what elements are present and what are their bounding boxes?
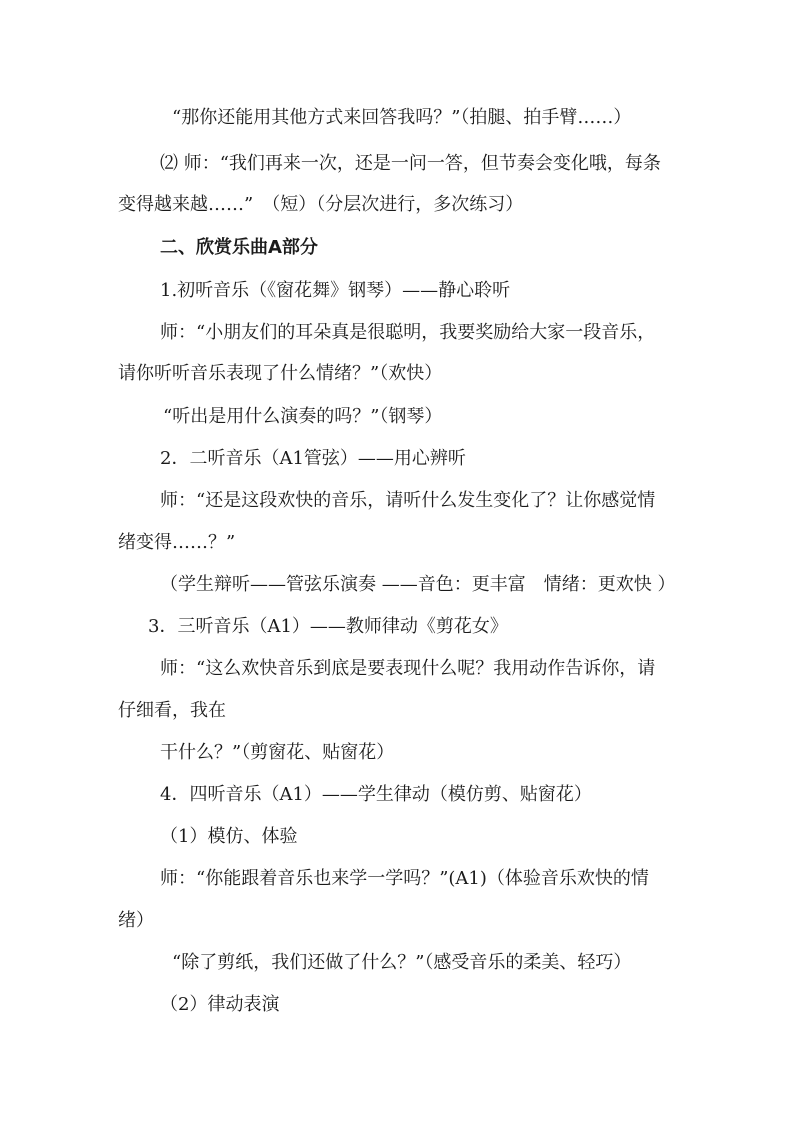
text-line-14: 师：“这么欢快音乐到底是要表现什么呢？我用动作告诉你，请 (160, 658, 656, 679)
text-line-19: 师：“你能跟着音乐也来学一学吗？”(A1)（体验音乐欢快的情 (160, 868, 649, 889)
text-line-5: 1.初听音乐（《窗花舞》钢琴）——静心聆听 (160, 280, 511, 301)
text-line-8: “听出是用什么演奏的吗？”（钢琴） (163, 406, 443, 427)
text-line-1: “那你还能用其他方式来回答我吗？”（拍腿、拍手臂……） (172, 107, 632, 128)
text-line-7: 请你听听音乐表现了什么情绪？”（欢快） (118, 363, 443, 384)
text-line-15: 仔细看，我在 (118, 700, 226, 721)
text-line-21: “除了剪纸，我们还做了什么？”（感受音乐的柔美、轻巧） (172, 952, 632, 973)
text-line-16: 干什么？”（剪窗花、贴窗花） (160, 742, 395, 763)
text-line-18: （1）模仿、体验 (160, 826, 298, 847)
text-line-11: 绪变得……？” (118, 532, 236, 553)
text-line-2: ⑵ 师：“我们再来一次，还是一问一答，但节奏会变化哦，每条 (160, 153, 661, 174)
text-line-12: （学生辩听——管弦乐演奏 ——音色：更丰富 情绪：更欢快 ） (160, 574, 676, 595)
text-line-20: 绪） (118, 910, 154, 931)
text-line-22: （2）律动表演 (160, 994, 280, 1015)
text-line-17: 4．四听音乐（A1）——学生律动（模仿剪、贴窗花） (160, 784, 592, 805)
text-line-13: 3．三听音乐（A1）——教师律动《剪花女》 (148, 616, 508, 637)
text-line-6: 师：“小朋友们的耳朵真是很聪明，我要奖励给大家一段音乐， (160, 322, 656, 343)
text-line-3: 变得越来越……” （短）（分层次进行，多次练习） (118, 194, 524, 215)
text-line-10: 师：“还是这段欢快的音乐，请听什么发生变化了？让你感觉情 (160, 490, 656, 511)
text-line-9: 2．二听音乐（A1管弦）——用心辨听 (160, 448, 466, 469)
section-heading: 二、欣赏乐曲A部分 (160, 237, 318, 258)
